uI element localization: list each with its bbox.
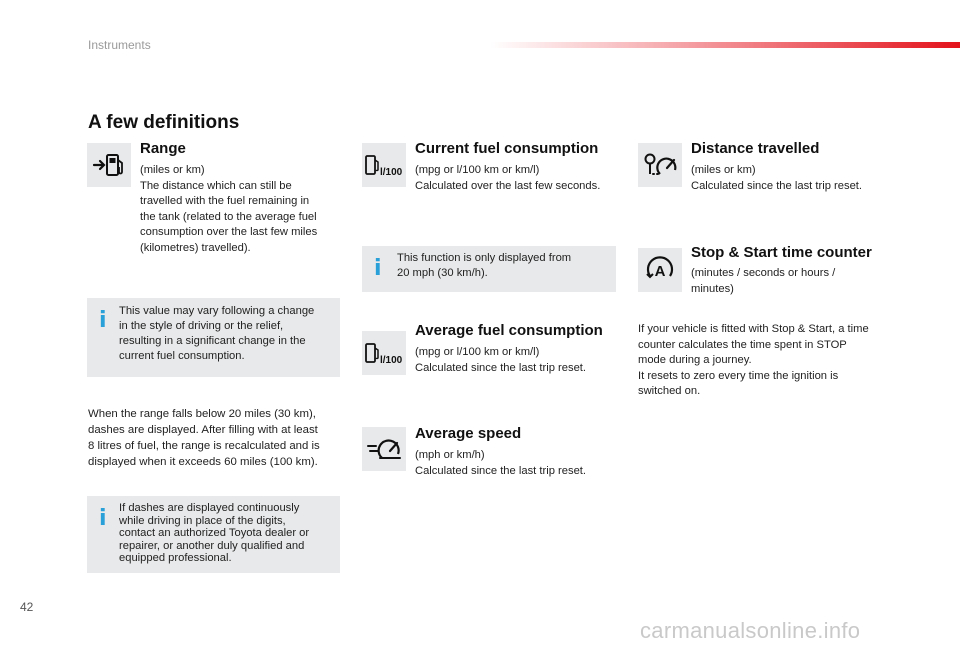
watermark: carmanualsonline.info — [640, 618, 861, 643]
fuel-pump-icon — [362, 150, 406, 180]
average-speed-icon — [362, 427, 406, 471]
header-accent-bar — [490, 42, 960, 48]
stop-start-title: Stop & Start time counter — [691, 244, 872, 261]
average-speed-description: (mph or km/h) Calculated since the last trip reset. — [415, 449, 587, 477]
l-per-100-label: l/100 — [380, 167, 403, 178]
stop-start-icon — [638, 248, 682, 292]
l-per-100-label: l/100 — [380, 355, 403, 366]
distance-icon — [638, 143, 682, 187]
average-speed-title: Average speed — [415, 425, 522, 442]
page-title: A few definitions — [88, 112, 240, 133]
current-fuel-description: (mpg or l/100 km or km/l) Calculated over the last few seconds. — [415, 164, 601, 192]
range-icon — [87, 143, 131, 187]
average-fuel-title: Average fuel consumption — [415, 322, 603, 339]
info-icon: i — [374, 256, 382, 281]
section-header: Instruments — [88, 38, 151, 52]
info-icon: i — [99, 308, 107, 333]
auto-letter: A — [654, 263, 666, 280]
distance-description: (miles or km) Calculated since the last trip reset. — [691, 164, 863, 192]
current-fuel-icon — [362, 143, 406, 187]
current-fuel-title: Current fuel consumption — [415, 140, 599, 157]
average-fuel-icon — [362, 331, 406, 375]
info-icon: i — [99, 506, 107, 531]
range-title: Range — [140, 140, 186, 157]
fuel-pump-arrow-icon — [91, 150, 127, 180]
stop-start-description: If your vehicle is fitted with Stop & Start, a time counter calculates the time spent in STOP mode during a journey. It resets to zero every time the ignition is switched on. — [638, 323, 869, 397]
range-info-note: i This value may vary following a change in the style of driving or the relief, resulting in a significant change in the current fuel consumption. — [87, 298, 340, 377]
fuel-pump-icon — [362, 338, 406, 368]
range-description: (miles or km) The distance which can still be travelled with the fuel remaining in the tank (related to the average fuel consumption over the last few miles (kilometres) travelled). — [140, 163, 340, 256]
average-fuel-description: (mpg or l/100 km or km/l) Calculated since the last trip reset. — [415, 346, 587, 374]
distance-title: Distance travelled — [691, 140, 820, 157]
dashes-info-note: i If dashes are displayed continuously while driving in place of the digits, contact an authorized Toyota dealer or repairer, or another duly qualified and equipped professional. — [87, 496, 340, 573]
stop-start-unit: (minutes / seconds or hours / minutes) — [691, 267, 836, 295]
current-fuel-info-note: i This function is only displayed from 20 mph (30 km/h). — [362, 246, 616, 292]
range-dashes-text: When the range falls below 20 miles (30 km), dashes are displayed. After filling with at least 8 litres of fuel, the range is recalculated and is displayed when it exceeds 60 miles (100 km). — [88, 408, 320, 468]
auto-stop-start-icon — [642, 252, 678, 288]
speedometer-icon — [364, 434, 404, 464]
trip-distance-icon — [640, 150, 680, 180]
page-number: 42 — [20, 600, 34, 614]
range-unit: (miles or km) — [140, 164, 205, 176]
